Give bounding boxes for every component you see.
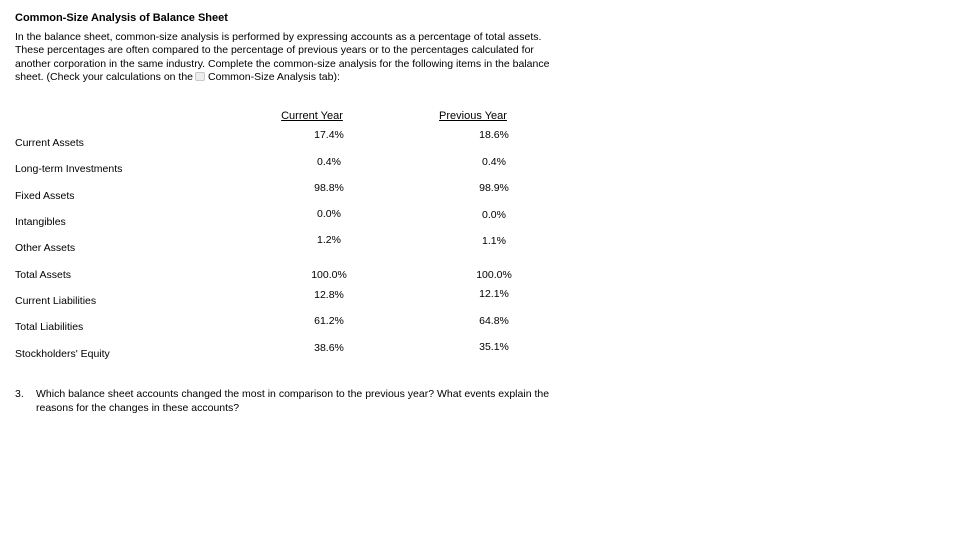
current-year-value[interactable]: 98.8% bbox=[314, 182, 344, 194]
current-year-value[interactable]: 1.2% bbox=[317, 234, 341, 246]
row-label-current-assets: Current Assets bbox=[15, 137, 84, 149]
row-label-other-assets: Other Assets bbox=[15, 242, 76, 254]
previous-year-header: Previous Year bbox=[439, 110, 507, 122]
intro-text: In the balance sheet, common-size analysis is performed by expressing accounts as a percentage of total assets. These percentages are often compared to the percentage of previous years or to the percentages calculated for another corporation in the same industry. Complete the common-size analysis for the following items in the balance sheet. (Check your calculations on the bbox=[15, 31, 550, 83]
previous-year-value[interactable]: 12.1% bbox=[479, 288, 509, 300]
previous-year-value[interactable]: 100.0% bbox=[476, 269, 512, 281]
row-label-intangibles: Intangibles bbox=[15, 216, 66, 228]
row-label-total-assets: Total Assets bbox=[15, 269, 72, 281]
intro-paragraph bbox=[15, 31, 560, 84]
row-label-fixed-assets: Fixed Assets bbox=[15, 190, 75, 202]
question-number: 3. bbox=[15, 388, 24, 400]
question-3 bbox=[15, 387, 555, 415]
previous-year-value[interactable]: 18.6% bbox=[479, 129, 509, 141]
row-label-current-liabilities: Current Liabilities bbox=[15, 295, 97, 307]
previous-year-value[interactable]: 35.1% bbox=[479, 341, 509, 353]
question-text: Which balance sheet accounts changed the most in comparison to the previous year? What events explain the reasons for the changes in these accounts? bbox=[36, 388, 550, 414]
current-year-value[interactable]: 0.0% bbox=[317, 208, 341, 220]
previous-year-value[interactable]: 0.4% bbox=[482, 156, 506, 168]
sheet-tab-icon bbox=[195, 72, 205, 81]
current-year-value[interactable]: 17.4% bbox=[314, 129, 344, 141]
previous-year-value[interactable]: 0.0% bbox=[482, 209, 506, 221]
current-year-value[interactable]: 38.6% bbox=[314, 342, 344, 354]
previous-year-value[interactable]: 1.1% bbox=[482, 235, 506, 247]
previous-year-value[interactable]: 64.8% bbox=[479, 315, 509, 327]
current-year-value[interactable]: 12.8% bbox=[314, 289, 344, 301]
row-label-long-term-investments: Long-term Investments bbox=[15, 163, 123, 175]
current-year-header: Current Year bbox=[281, 110, 343, 122]
current-year-value[interactable]: 100.0% bbox=[311, 269, 347, 281]
current-year-value[interactable]: 61.2% bbox=[314, 315, 344, 327]
intro-tab-reference: Common-Size Analysis tab): bbox=[208, 70, 340, 83]
row-label-stockholders-equity: Stockholders' Equity bbox=[15, 348, 110, 360]
row-label-total-liabilities: Total Liabilities bbox=[15, 321, 84, 333]
previous-year-value[interactable]: 98.9% bbox=[479, 182, 509, 194]
current-year-value[interactable]: 0.4% bbox=[317, 156, 341, 168]
page-title: Common-Size Analysis of Balance Sheet bbox=[15, 12, 228, 24]
